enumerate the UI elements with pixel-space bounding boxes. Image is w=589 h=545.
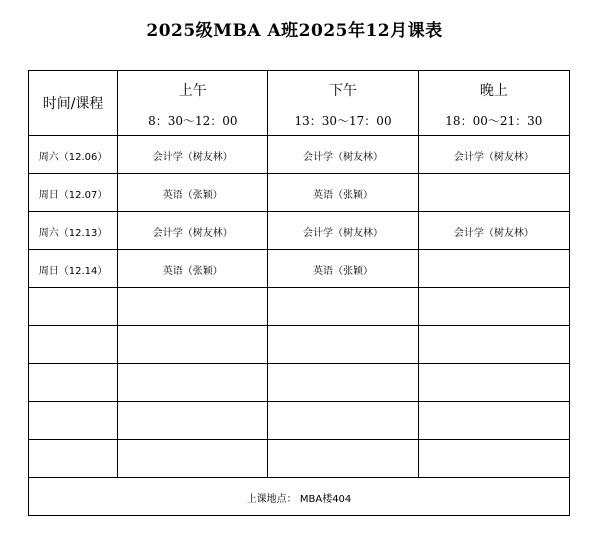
schedule-table bbox=[28, 70, 570, 516]
course-cell bbox=[268, 174, 418, 212]
day-cell bbox=[29, 136, 118, 174]
course-cell bbox=[268, 288, 418, 326]
course-cell bbox=[268, 364, 418, 402]
course-cell bbox=[418, 402, 569, 440]
course-cell bbox=[118, 212, 268, 250]
table-row bbox=[29, 212, 570, 250]
course-label: 英语（张颖） bbox=[313, 190, 374, 201]
course-cell bbox=[418, 136, 569, 174]
course-label: 英语（张颖） bbox=[162, 190, 223, 201]
period-time: 8：30～12：00 bbox=[148, 113, 238, 128]
table-row bbox=[29, 440, 570, 478]
course-label: 会计学（树友林） bbox=[303, 228, 384, 239]
day-cell bbox=[29, 402, 118, 440]
table-row bbox=[29, 174, 570, 212]
table-row bbox=[29, 250, 570, 288]
period-time: 13：30～17：00 bbox=[294, 113, 392, 128]
course-label: 会计学（树友林） bbox=[453, 228, 534, 239]
course-cell bbox=[418, 364, 569, 402]
table-row bbox=[29, 288, 570, 326]
day-label: 周六（12.06） bbox=[38, 152, 108, 163]
course-cell bbox=[118, 440, 268, 478]
course-cell bbox=[418, 174, 569, 212]
course-cell bbox=[418, 326, 569, 364]
course-cell bbox=[118, 326, 268, 364]
day-cell bbox=[29, 250, 118, 288]
location-label: 上课地点： MBA楼404 bbox=[246, 494, 352, 505]
period-name: 下午 bbox=[329, 82, 358, 99]
course-label: 英语（张颖） bbox=[162, 266, 223, 277]
course-label: 会计学（树友林） bbox=[152, 228, 233, 239]
course-label: 会计学（树友林） bbox=[453, 152, 534, 163]
period-header-evening bbox=[418, 71, 569, 136]
course-cell bbox=[268, 326, 418, 364]
day-cell bbox=[29, 364, 118, 402]
course-cell bbox=[268, 402, 418, 440]
day-cell bbox=[29, 288, 118, 326]
course-label: 英语（张颖） bbox=[313, 266, 374, 277]
course-cell bbox=[418, 212, 569, 250]
day-cell bbox=[29, 326, 118, 364]
corner-label: 时间/课程 bbox=[42, 96, 104, 112]
day-label: 周六（12.13） bbox=[38, 228, 108, 239]
period-time: 18：00～21：30 bbox=[445, 113, 543, 128]
course-cell bbox=[418, 250, 569, 288]
course-cell bbox=[418, 440, 569, 478]
period-header-afternoon bbox=[268, 71, 418, 136]
course-cell bbox=[118, 250, 268, 288]
course-cell bbox=[268, 440, 418, 478]
location-cell bbox=[29, 478, 570, 516]
course-cell bbox=[268, 250, 418, 288]
course-cell bbox=[268, 212, 418, 250]
corner-cell bbox=[29, 71, 118, 136]
table-row bbox=[29, 326, 570, 364]
course-cell bbox=[118, 174, 268, 212]
day-cell bbox=[29, 212, 118, 250]
day-label: 周日（12.14） bbox=[38, 266, 108, 277]
course-cell bbox=[118, 364, 268, 402]
header-row bbox=[29, 71, 570, 136]
course-label: 会计学（树友林） bbox=[303, 152, 384, 163]
course-cell bbox=[118, 288, 268, 326]
table-row bbox=[29, 402, 570, 440]
course-cell bbox=[418, 288, 569, 326]
course-cell bbox=[118, 402, 268, 440]
day-cell bbox=[29, 440, 118, 478]
course-cell bbox=[118, 136, 268, 174]
table-row bbox=[29, 136, 570, 174]
footer-row bbox=[29, 478, 570, 516]
period-header-morning bbox=[118, 71, 268, 136]
period-name: 上午 bbox=[178, 82, 207, 99]
page-title: 2025级MBA A班2025年12月课表 bbox=[146, 21, 443, 41]
period-name: 晚上 bbox=[479, 82, 508, 99]
table-row bbox=[29, 364, 570, 402]
day-label: 周日（12.07） bbox=[38, 190, 108, 201]
day-cell bbox=[29, 174, 118, 212]
course-cell bbox=[268, 136, 418, 174]
course-label: 会计学（树友林） bbox=[152, 152, 233, 163]
